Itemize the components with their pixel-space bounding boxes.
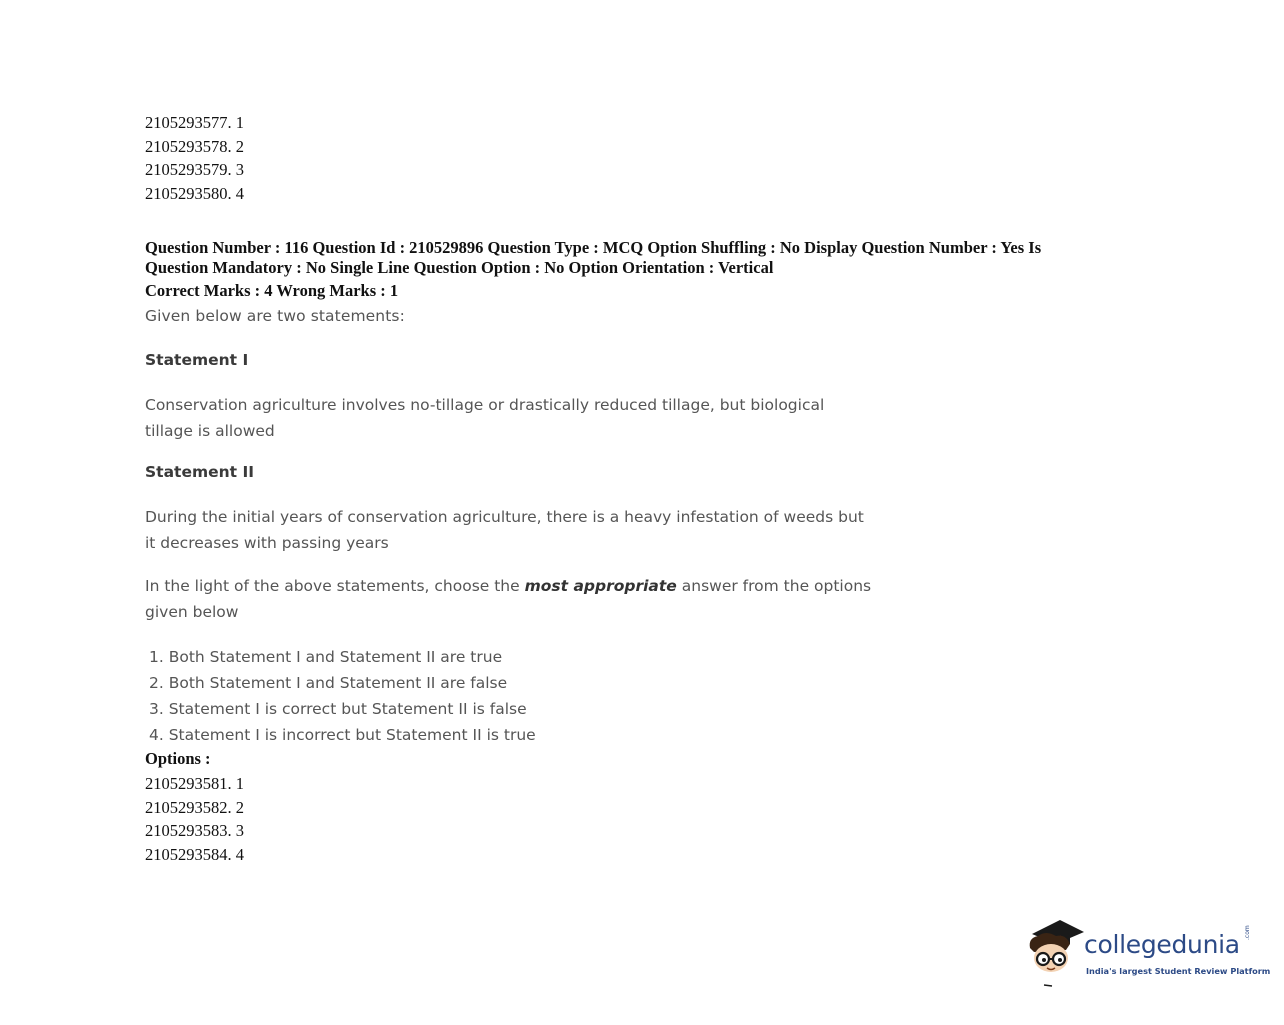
- option-id-4: 2105293584. 4: [145, 845, 244, 865]
- answer-choice-1: 1. Both Statement I and Statement II are true: [149, 648, 503, 666]
- previous-option-3: 2105293579. 3: [145, 160, 244, 180]
- mascot-icon: [1026, 916, 1086, 988]
- previous-option-1: 2105293577. 1: [145, 113, 244, 132]
- prompt-text-before: In the light of the above statements, choose the: [145, 577, 525, 595]
- previous-option-2: 2105293578. 2: [145, 136, 244, 156]
- options-list: [145, 772, 244, 867]
- question-metadata: [145, 238, 1105, 301]
- prompt-emphasis: most appropriate: [524, 577, 677, 595]
- question-intro: Given below are two statements:: [145, 307, 405, 325]
- previous-option-4: 2105293580. 4: [145, 184, 244, 204]
- option-id-3: 2105293583. 3: [145, 821, 244, 841]
- logo-wordmark: collegedunia: [1084, 930, 1240, 959]
- option-id-2: 2105293582. 2: [145, 797, 244, 817]
- question-meta-line: Question Number : 116 Question Id : 210529896 Question Type : MCQ Option Shuffling : No Display Question Number : Yes Is Question Mandatory : No Single Line Question Option : No Option Orientation : Vertical: [145, 238, 1042, 277]
- statement-2-text: During the initial years of conservation agriculture, there is a heavy infestation of weeds but it decreases with passing years: [145, 508, 864, 552]
- statement-1-text: Conservation agriculture involves no-tillage or drastically reduced tillage, but biological tillage is allowed: [145, 396, 825, 440]
- prompt-text-after: answer from the options given below: [145, 577, 872, 621]
- logo-tagline: India's largest Student Review Platform: [1086, 966, 1271, 976]
- option-id-1: 2105293581. 1: [145, 774, 244, 793]
- answer-choice-2: 2. Both Statement I and Statement II are false: [149, 674, 508, 692]
- statement-2-heading: Statement II: [145, 463, 254, 481]
- answer-choices-list: [149, 644, 536, 748]
- answer-choice-4: 4. Statement I is incorrect but Statement II is true: [149, 726, 536, 744]
- options-label: Options :: [145, 749, 211, 768]
- question-prompt: [145, 573, 875, 625]
- previous-options-list: [145, 111, 244, 206]
- logo-suffix: .com: [1244, 925, 1251, 940]
- question-marks-line: Correct Marks : 4 Wrong Marks : 1: [145, 281, 399, 300]
- statement-1-heading: Statement I: [145, 351, 249, 369]
- collegedunia-logo: [1026, 916, 1271, 988]
- answer-choice-3: 3. Statement I is correct but Statement II is false: [149, 700, 527, 718]
